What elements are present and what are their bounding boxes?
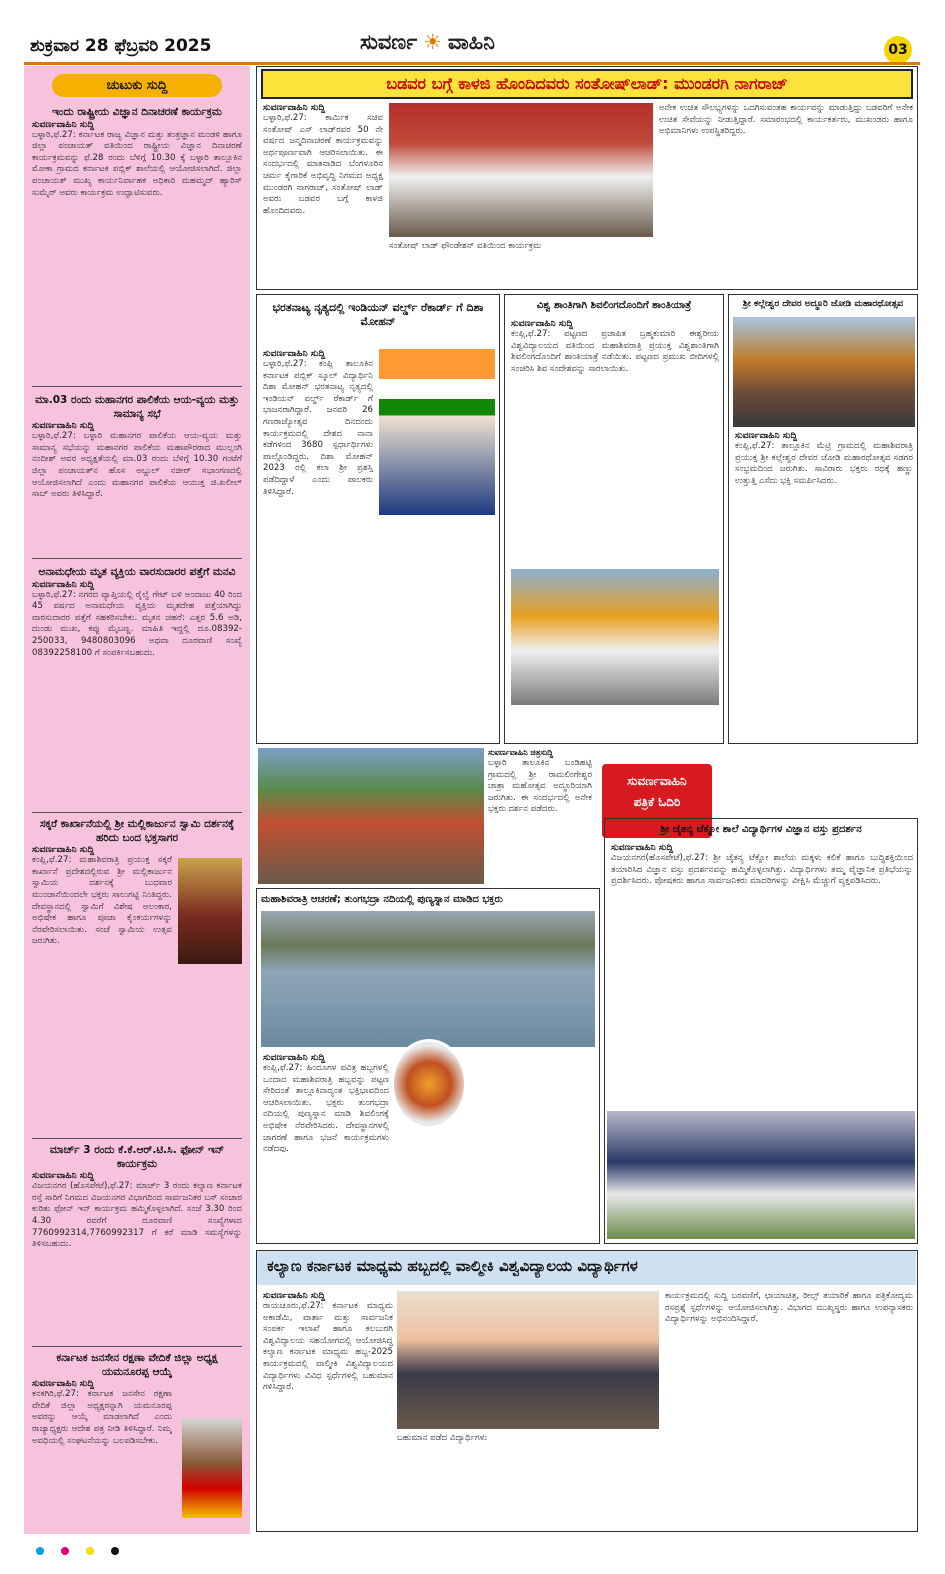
media-fest-column-1 xyxy=(263,1291,393,1523)
media-fest-headline: ಕಲ್ಯಾಣ ಕರ್ನಾಟಕ ಮಾಧ್ಯಮ ಹಬ್ಬದಲ್ಲಿ ವಾಲ್ಮೀಕಿ ವಿಶ್ವವಿದ್ಯಾಲಯ ವಿದ್ಯಾರ್ಥಿಗಳ xyxy=(267,1257,638,1275)
sun-icon: ☀ xyxy=(423,30,442,54)
masthead-logo xyxy=(360,30,495,55)
brief-title: ಸಕ್ಕರೆ ಕಾರ್ಖಾನೆಯಲ್ಲಿ ಶ್ರೀ ಮಲ್ಲಿಕಾರ್ಜುನ ಸ್ವಾಮಿ ದರ್ಶನಕ್ಕೆ ಹರಿದು ಬಂದ ಭಕ್ತಸಾಗರ xyxy=(39,818,235,844)
media-fest-story xyxy=(256,1250,918,1532)
divider xyxy=(32,386,242,387)
media-fest-photo-caption: ಬಹುಮಾನ ಪಡೆದ ವಿದ್ಯಾರ್ಥಿಗಳು xyxy=(397,1433,488,1443)
jatra-byline: ಸುವರ್ಣವಾಹಿನಿ ಚಿತ್ರಸುದ್ದಿ xyxy=(488,748,554,757)
brief-body: ಬಳ್ಳಾರಿ,ಫೆ.27: ನಗರದ ವ್ಯಾಪ್ತಿಯಲ್ಲಿ ರೈಲ್ವೆ ಗೇಟ್ ಬಳಿ ಅಂದಾಜು 40 ರಿಂದ 45 ವರ್ಷದ ಅನಾಮಧೇಯ ವ್ಯಕ್ತಿಯ ಮೃತದೇಹ ಪತ್ತೆಯಾಗಿದ್ದು ವಾರಸುದಾರರ ಪತ್ತೆಗೆ ಸಹಕರಿಸಬೇಕು. ಮೃತನ ಚಹರೆ: ಎತ್ತರ 5.6 ಅಡಿ, ದುಂಡು ಮುಖ, ಕಪ್ಪು ಮೈಬಣ್ಣ. ಮಾಹಿತಿ ಇದ್ದಲ್ಲಿ ದೂ.08392-250033, 9480803096 ಅಥವಾ ದೂರವಾಣಿ ಸಂಖ್ಯೆ 08392258100 ಗೆ ಸಂಪರ್ಕಿಸಬಹುದು. xyxy=(32,589,242,658)
jatra-body: ಬಳ್ಳಾರಿ ತಾಲೂಕಿನ ಬಂಡಿಹಟ್ಟಿ ಗ್ರಾಮದಲ್ಲಿ ಶ್ರೀ ರಾಮಲಿಂಗೇಶ್ವರ ಜಾತ್ರಾ ಮಹೋತ್ಸವ ಅದ್ಧೂರಿಯಾಗಿ ಜರುಗಿತು. ಈ ಸಂದರ್ಭದಲ್ಲಿ ಅನೇಕ ಭಕ್ತರು ದರ್ಶನ ಪಡೆದರು. xyxy=(488,758,592,815)
tungabhadra-headline: ಮಹಾಶಿವರಾತ್ರಿ ಆಚರಣೆ; ತುಂಗಭದ್ರಾ ನದಿಯಲ್ಲಿ ಪುಣ್ಯಸ್ನಾನ ಮಾಡಿದ ಭಕ್ತರು xyxy=(261,894,503,905)
bharatanatya-column xyxy=(263,349,373,739)
media-fest-photo xyxy=(397,1291,659,1429)
lead-headline: ಬಡವರ ಬಗ್ಗೆ ಕಾಳಜಿ ಹೊಂದಿದವರು ಸಂತೋಷ್‌ಲಾಡ್: ಮುಂಡರಗಿ ನಾಗರಾಜ್ xyxy=(386,74,788,93)
bharatanatya-byline: ಸುವರ್ಣವಾಹಿನಿ ಸುದ್ದಿ xyxy=(263,349,326,359)
section-badge: ಚುಟುಕು ಸುದ್ದಿ xyxy=(52,74,222,97)
lead-column-1 xyxy=(263,103,383,289)
brief-title: ಮಾ.03 ರಂದು ಮಹಾನಗರ ಪಾಲಿಕೆಯ ಆಯ-ವ್ಯಯ ಮತ್ತು ಸಾಮಾನ್ಯ ಸಭೆ xyxy=(35,394,239,420)
cyan-dot xyxy=(36,1547,44,1555)
brief-body-continued xyxy=(32,965,242,1135)
media-fest-body-left: ರಾಯಚೂರು,ಫೆ.27: ಕರ್ನಾಟಕ ಮಾಧ್ಯಮ ಅಕಾಡೆಮಿ, ವಾರ್ತಾ ಮತ್ತು ಸಾರ್ವಜನಿಕ ಸಂಪರ್ಕ ಇಲಾಖೆ ಹಾಗೂ ಕಲಬುರಗಿ ವಿಶ್ವವಿದ್ಯಾಲಯ ಸಹಯೋಗದಲ್ಲಿ ಆಯೋಜಿಸಿದ್ದ ಕಲ್ಯಾಣ ಕರ್ನಾಟಕ ಮಾಧ್ಯಮ ಹಬ್ಬ-2025 ಕಾರ್ಯಕ್ರಮದಲ್ಲಿ ವಾಲ್ಮೀಕಿ ವಿಶ್ವವಿದ್ಯಾಲಯದ ವಿದ್ಯಾರ್ಥಿಗಳು ವಿವಿಧ ಸ್ಪರ್ಧೆಗಳಲ್ಲಿ ಬಹುಮಾನ ಗಳಿಸಿದ್ದಾರೆ. xyxy=(263,1301,393,1393)
brief-body: ಕನಕಗಿರಿ,ಫೆ.27: ಕರ್ನಾಟಕ ಜನಸೇನ ರಕ್ಷಣಾ ವೇದಿಕೆ ಜಿಲ್ಲಾ ಅಧ್ಯಕ್ಷರನ್ನಾಗಿ ಯಮನೂರಪ್ಪ ಅವರನ್ನು ಆಯ್ಕೆ ಮಾಡಲಾಗಿದೆ ಎಂದು ರಾಜ್ಯಾಧ್ಯಕ್ಷರು ಆದೇಶ ಪತ್ರ ನೀಡಿ ತಿಳಿಸಿದ್ದಾರೆ. ನಿಮ್ಮ ಅವಧಿಯಲ್ಲಿ ಸಂಘಟನೆಯನ್ನು ಬಲಪಡಿಸಬೇಕು. xyxy=(32,1389,172,1446)
bharatanatya-headline: ಭರತನಾಟ್ಯ ನೃತ್ಯದಲ್ಲಿ ಇಂಡಿಯನ್ ವರ್ಲ್ಡ್ ರೆಕಾರ್ಡ್ ಗೆ ದಿಶಾ ಮೋಹನ್ xyxy=(272,301,484,329)
lead-photo-caption: ಸಂತೋಷ್ ಲಾಡ್ ಫೌಂಡೇಶನ್ ವತಿಯಿಂದ ಕಾರ್ಯಕ್ರಮ xyxy=(389,241,542,251)
print-registration-marks xyxy=(30,1540,910,1560)
peace-march-photo xyxy=(511,569,719,705)
brief-item-3 xyxy=(32,566,242,820)
river-photo xyxy=(261,911,595,1047)
science-expo-column xyxy=(611,843,913,1093)
brief-item-4 xyxy=(32,818,242,1135)
black-dot xyxy=(111,1547,119,1555)
lead-headline-bar xyxy=(261,69,913,99)
brief-item-1 xyxy=(32,106,242,380)
brief-title: ಅನಾಮಧೇಯ ಮೃತ ವ್ಯಕ್ತಿಯ ವಾರಸುದಾರರ ಪತ್ತೆಗೆ ಮನವಿ xyxy=(38,566,236,578)
media-fest-byline: ಸುವರ್ಣವಾಹಿನಿ ಸುದ್ದಿ xyxy=(263,1291,326,1301)
peace-march-story xyxy=(504,294,724,744)
ad-line-1: ಸುವರ್ಣವಾಹಿನಿ xyxy=(627,774,687,788)
peace-march-headline: ವಿಶ್ವ ಶಾಂತಿಗಾಗಿ ಶಿವಲಿಂಗದೊಂದಿಗೆ ಶಾಂತಿಯಾತ್ರೆ xyxy=(536,300,692,311)
brief-body: ಬಳ್ಳಾರಿ,ಫೆ.27: ಬಳ್ಳಾರಿ ಮಹಾನಗರ ಪಾಲಿಕೆಯ ಆಯ-ವ್ಯಯ ಮತ್ತು ಸಾಮಾನ್ಯ ಸಭೆಯನ್ನು ಮಹಾನಗರ ಪಾಲಿಕೆಯ ಮಹಾಪೌರರಾದ ಮುಲ್ಲಂಗಿ ನಂದೀಶ್ ಅವರ ಅಧ್ಯಕ್ಷತೆಯಲ್ಲಿ ಮಾ.03 ರಂದು ಬೆಳಿಗ್ಗೆ 10.30 ಗಂಟೆಗೆ ಜಿಲ್ಲಾ ಪಂಚಾಯತ್‌ನ ಹೊಸ ಅಬ್ದುಲ್ ನಜೀರ್ ಸಭಾಂಗಣದಲ್ಲಿ ಆಯೋಜಿಸಲಾಗಿದೆ ಎಂದು ಮಹಾನಗರ ಪಾಲಿಕೆಯ ಆಯುಕ್ತ ಜಿ.ಖಲೀಲ್ ಸಾಬ್ ಅವರು ತಿಳಿಸಿದ್ದಾರೆ. xyxy=(32,431,242,500)
brief-byline: ಸುವರ್ಣವಾಹಿನಿ ಸುದ್ದಿ xyxy=(32,845,95,856)
peace-march-column xyxy=(511,319,719,569)
brief-item-6 xyxy=(32,1352,242,1519)
yellow-dot xyxy=(86,1547,94,1555)
tungabhadra-column-1 xyxy=(263,1053,389,1233)
rathotsava-story xyxy=(728,294,918,744)
bharatanatya-story xyxy=(256,294,500,744)
rathotsava-body: ಕಂಪ್ಲಿ,ಫೆ.27: ತಾಲ್ಲೂಕಿನ ಮೆಟ್ರಿ ಗ್ರಾಮದಲ್ಲಿ ಮಹಾಶಿವರಾತ್ರಿ ಪ್ರಯುಕ್ತ ಶ್ರೀ ಕಲ್ಲೇಶ್ವರ ದೇವರ ಜೋಡಿ ಮಹಾರಥೋತ್ಸವ ಸಡಗರ ಸಂಭ್ರಮದಿಂದ ಜರುಗಿತು. ಸಾವಿರಾರು ಭಕ್ತರು ರಥಕ್ಕೆ ಹಣ್ಣು ಉತ್ತುತ್ತಿ ಎಸೆದು ಭಕ್ತಿ ಸಮರ್ಪಿಸಿದರು. xyxy=(735,441,913,486)
rathotsava-byline: ಸುವರ್ಣವಾಹಿನಿ ಸುದ್ದಿ xyxy=(735,431,798,441)
jatra-column xyxy=(488,748,592,880)
science-expo-photo xyxy=(607,1111,915,1239)
media-fest-headline-bar xyxy=(257,1251,916,1285)
brief-body: ಕಂಪ್ಲಿ,ಫೆ.27: ಮಹಾಶಿವರಾತ್ರಿ ಪ್ರಯುಕ್ತ ಸಕ್ಕರೆ ಕಾರ್ಖಾನೆ ಪ್ರದೇಶದಲ್ಲಿರುವ ಶ್ರೀ ಮಲ್ಲಿಕಾರ್ಜುನ ಸ್ವಾಮಿಯ ದರ್ಶನಕ್ಕೆ ಬುಧವಾರ ಮುಂಜಾನೆಯಿಂದಲೇ ಭಕ್ತರು ಸಾಲುಗಟ್ಟಿ ನಿಂತಿದ್ದರು. ದೇವಸ್ಥಾನದಲ್ಲಿ ಸ್ವಾಮಿಗೆ ವಿಶೇಷ ಅಲಂಕಾರ, ಅಭಿಷೇಕ ಹಾಗೂ ಪೂಜಾ ಕೈಂಕರ್ಯಗಳನ್ನು ನೆರವೇರಿಸಲಾಯಿತು. ಸಂಜೆ ಸ್ವಾಮಿಯ ಉತ್ಸವ ಜರುಗಿತು. xyxy=(32,855,172,947)
media-fest-body-right: ಕಾರ್ಯಕ್ರಮದಲ್ಲಿ ಸುದ್ದಿ ಬರವಣಿಗೆ, ಛಾಯಾಚಿತ್ರ, ರೀಲ್ಸ್ ತಯಾರಿಕೆ ಹಾಗೂ ಪತ್ರಿಕೋದ್ಯಮ ರಸಪ್ರಶ್ನೆ ಸ್ಪರ್ಧೆಗಳನ್ನು ಆಯೋಜಿಸಲಾಗಿತ್ತು. ವಿಭಾಗದ ಮುಖ್ಯಸ್ಥರು ಹಾಗೂ ಉಪನ್ಯಾಸಕರು ವಿದ್ಯಾರ್ಥಿಗಳನ್ನು ಅಭಿನಂದಿಸಿದ್ದಾರೆ. xyxy=(665,1291,913,1325)
peace-march-byline: ಸುವರ್ಣವಾಹಿನಿ ಸುದ್ದಿ xyxy=(511,319,574,329)
magenta-dot xyxy=(61,1547,69,1555)
divider xyxy=(32,1138,242,1139)
lead-body-right: ಅನೇಕ ಉಚಿತ ಸೌಲಭ್ಯಗಳನ್ನು ಒದಗಿಸುವಂತಹ ಕಾರ್ಯವನ್ನು ಮಾಡುತ್ತಿದ್ದು ಬಡವರಿಗೆ ಅನೇಕ ಉಚಿತ ಸೇವೆಯನ್ನು ನೀಡುತ್ತಿದ್ದಾರೆ. ಸಮಾರಂಭದಲ್ಲಿ ಕಾರ್ಯಕರ್ತರು, ಮುಖಂಡರು ಹಾಗೂ ಅಭಿಮಾನಿಗಳು ಉಪಸ್ಥಿತರಿದ್ದರು. xyxy=(659,103,913,137)
brief-body: ವಿಜಯನಗರ (ಹೊಸಪೇಟೆ),ಫೆ.27: ಮಾರ್ಚ್ 3 ರಂದು ಕಲ್ಯಾಣ ಕರ್ನಾಟಕ ರಸ್ತೆ ಸಾರಿಗೆ ನಿಗಮದ ವಿಜಯನಗರ ವಿಭಾಗದಿಂದ ಸಾರ್ವಜನಿಕರ ಬಸ್ ಸಂಚಾರ ಕುರಿತು ಫೋನ್ ಇನ್ ಕಾರ್ಯಕ್ರಮ ಹಮ್ಮಿಕೊಳ್ಳಲಾಗಿದೆ. ಸಂಜೆ 3.30 ರಿಂದ 4.30 ರವರೆಗೆ ದೂರವಾಣಿ ಸಂಖ್ಯೆಗಳಾದ 7760992314,7760992317 ಗೆ ಕರೆ ಮಾಡಿ ಸಮಸ್ಯೆಗಳನ್ನು ತಿಳಿಸಬಹುದು. xyxy=(32,1181,242,1250)
dancer-photo xyxy=(379,349,495,515)
page-number: 03 xyxy=(884,36,912,64)
tungabhadra-body: ಕಂಪ್ಲಿ,ಫೆ.27: ಹಿಂದೂಗಳ ಪವಿತ್ರ ಹಬ್ಬಗಳಲ್ಲಿ ಒಂದಾದ ಮಹಾಶಿವರಾತ್ರಿ ಹಬ್ಬವನ್ನು ಪಟ್ಟಣ ಸೇರಿದಂತೆ ತಾಲ್ಲೂಕಿನಾದ್ಯಂತ ಭಕ್ತಿಭಾವದಿಂದ ಆಚರಿಸಲಾಯಿತು. ಭಕ್ತರು ತುಂಗಭದ್ರಾ ನದಿಯಲ್ಲಿ ಪುಣ್ಯಸ್ನಾನ ಮಾಡಿ ಶಿವಲಿಂಗಕ್ಕೆ ಅಭಿಷೇಕ ನೆರವೇರಿಸಿದರು. ದೇವಸ್ಥಾನಗಳಲ್ಲಿ ಜಾಗರಣೆ ಹಾಗೂ ಭಜನೆ ಕಾರ್ಯಕ್ರಮಗಳು ನಡೆದವು. xyxy=(263,1063,389,1155)
logo-right: ವಾಹಿನಿ xyxy=(447,30,495,54)
brief-body: ಬಳ್ಳಾರಿ,ಫೆ.27: ಕರ್ನಾಟಕ ರಾಜ್ಯ ವಿಜ್ಞಾನ ಮತ್ತು ತಂತ್ರಜ್ಞಾನ ಮಂಡಳಿ ಹಾಗೂ ಜಿಲ್ಲಾ ಪಂಚಾಯತ್ ವತಿಯಿಂದ ರಾಷ್ಟ್ರೀಯ ವಿಜ್ಞಾನ ದಿನಾಚರಣೆ ಕಾರ್ಯಕ್ರಮವನ್ನು ಫೆ.28 ರಂದು ಬೆಳಿಗ್ಗೆ 10.30 ಕ್ಕೆ ಬಳ್ಳಾರಿ ತಾಲ್ಲೂಕಿನ ಮೋಕಾ ಗ್ರಾಮದ ಕರ್ನಾಟಕ ಪಬ್ಲಿಕ್ ಶಾಲೆಯಲ್ಲಿ ಆಯೋಜಿಸಲಾಗಿದೆ. ಜಿಲ್ಲಾ ಪಂಚಾಯತ್ ಮುಖ್ಯ ಕಾರ್ಯನಿರ್ವಾಹಕ ಅಧಿಕಾರಿ ಮಹಮ್ಮದ್ ಹ್ಯಾರಿಸ್ ಸುಮೈರ್ ಅವರು ಕಾರ್ಯಕ್ರಮ ಉದ್ಘಾಟಿಸುವರು. xyxy=(32,129,242,198)
rathotsava-column xyxy=(735,431,913,731)
brief-title: ಇಂದು ರಾಷ್ಟ್ರೀಯ ವಿಜ್ಞಾನ ದಿನಾಚರಣೆ ಕಾರ್ಯಕ್ರಮ xyxy=(52,106,222,118)
science-expo-body: ವಿಜಯನಗರ(ಹೊಸಪೇಟೆ),ಫೆ.27: ಶ್ರೀ ಚೈತನ್ಯ ಟೆಕ್ನೋ ಶಾಲೆಯ ಮಕ್ಕಳು ಕಲಿಕೆ ಹಾಗೂ ಬುದ್ಧಿಶಕ್ತಿಯಿಂದ ತಯಾರಿಸಿದ ವಿಜ್ಞಾನ ವಸ್ತು ಪ್ರದರ್ಶನವನ್ನು ಹಮ್ಮಿಕೊಳ್ಳಲಾಗಿತ್ತು. ವಿದ್ಯಾರ್ಥಿಗಳು ತಮ್ಮ ವೈಜ್ಞಾನಿಕ ಪ್ರತಿಭೆಯನ್ನು ಪ್ರದರ್ಶಿಸಿದರು. ಪೋಷಕರು ಹಾಗೂ ಸಾರ್ವಜನಿಕರು ಮಾದರಿಗಳನ್ನು ವೀಕ್ಷಿಸಿ ಮೆಚ್ಚುಗೆ ವ್ಯಕ್ತಪಡಿಸಿದರು. xyxy=(611,853,913,887)
rathotsava-photo xyxy=(733,317,915,427)
logo-left: ಸುವರ್ಣ xyxy=(360,30,418,54)
tungabhadra-body-continued xyxy=(471,1053,595,1237)
science-expo-headline: ಶ್ರೀ ಚೈತನ್ಯ ಟೆಕ್ನೋ ಶಾಲೆ ವಿದ್ಯಾರ್ಥಿಗಳ ವಿಜ್ಞಾನ ವಸ್ತು ಪ್ರದರ್ಶನ xyxy=(660,824,862,835)
brief-item-2 xyxy=(32,394,242,581)
brief-byline: ಸುವರ್ಣವಾಹಿನಿ ಸುದ್ದಿ xyxy=(32,421,95,432)
brief-title: ಕರ್ನಾಟಕ ಜನಸೇನ ರಕ್ಷಣಾ ವೇದಿಕೆ ಜಿಲ್ಲಾ ಅಧ್ಯಕ್ಷ ಯಮನೂರಪ್ಪ ಆಯ್ಕೆ xyxy=(56,1352,218,1378)
header-rule xyxy=(24,62,920,65)
brief-byline: ಸುವರ್ಣವಾಹಿನಿ ಸುದ್ದಿ xyxy=(32,119,95,130)
divider xyxy=(32,558,242,559)
portrait-photo xyxy=(182,1418,242,1518)
science-expo-byline: ಸುವರ್ಣವಾಹಿನಿ ಸುದ್ದಿ xyxy=(611,843,674,853)
lead-photo xyxy=(389,103,653,237)
lead-byline: ಸುವರ್ಣವಾಹಿನಿ ಸುದ್ದಿ xyxy=(263,103,326,113)
rathotsava-headline: ಶ್ರೀ ಕಲ್ಲೇಶ್ವರ ದೇವರ ಅದ್ಧೂರಿ ಜೋಡಿ ಮಹಾರಥೋತ್ಸವ xyxy=(742,299,904,309)
divider xyxy=(32,1346,242,1347)
brief-byline: ಸುವರ್ಣವಾಹಿನಿ ಸುದ್ದಿ xyxy=(32,1379,95,1390)
issue-date: ಶುಕ್ರವಾರ 28 ಫೆಬ್ರವರಿ 2025 xyxy=(30,36,212,56)
lead-body-left: ಬಳ್ಳಾರಿ,ಫೆ.27: ಕಾರ್ಮಿಕ ಸಚಿವ ಸಂತೋಷ್ ಎಸ್ ಲಾಡ್‌ರವರ 50 ನೇ ವರ್ಷದ ಜನ್ಮದಿನಾಚರಣೆ ಕಾರ್ಯಕ್ರಮವನ್ನು ಅರ್ಥಪೂರ್ಣವಾಗಿ ಆಚರಿಸಲಾಯಿತು. ಈ ಸಂದರ್ಭದಲ್ಲಿ ಮಾತನಾಡಿದ ಬೆಂಗಳೂರಿನ ಚರ್ಮ ಕೈಗಾರಿಕೆ ಅಭಿವೃದ್ಧಿ ನಿಗಮದ ಅಧ್ಯಕ್ಷ ಮುಂಡರಗಿ ನಾಗರಾಜ್, ಸಂತೋಷ್ ಲಾಡ್ ಅವರು ಬಡವರ ಬಗ್ಗೆ ಕಾಳಜಿ ಹೊಂದಿದವರು. xyxy=(263,113,383,216)
brief-byline: ಸುವರ್ಣವಾಹಿನಿ ಸುದ್ದಿ xyxy=(32,579,95,590)
peace-march-body: ಕಂಪ್ಲಿ,ಫೆ.27: ಪಟ್ಟಣದ ಪ್ರಜಾಪಿತ ಬ್ರಹ್ಮಕುಮಾರಿ ಈಶ್ವರೀಯ ವಿಶ್ವವಿದ್ಯಾಲಯದ ವತಿಯಿಂದ ಮಹಾಶಿವರಾತ್ರಿ ಪ್ರಯುಕ್ತ ವಿಶ್ವಶಾಂತಿಗಾಗಿ ಶಿವಲಿಂಗದೊಂದಿಗೆ ಶಾಂತಿಯಾತ್ರೆ ನಡೆಯಿತು. ಪಟ್ಟಣದ ಪ್ರಮುಖ ಬೀದಿಗಳಲ್ಲಿ ಸಂಚರಿಸಿ ಶಿವ ಸಂದೇಶವನ್ನು ಸಾರಲಾಯಿತು. xyxy=(511,329,719,374)
science-expo-story xyxy=(604,818,918,1244)
lead-story xyxy=(256,66,918,290)
sidebar-brief-news xyxy=(24,66,250,1534)
tungabhadra-byline: ಸುವರ್ಣವಾಹಿನಿ ಸುದ್ದಿ xyxy=(263,1053,326,1063)
brief-item-5 xyxy=(32,1144,242,1331)
jatra-photo xyxy=(258,748,484,884)
deity-photo xyxy=(178,858,242,964)
tungabhadra-story xyxy=(256,888,600,1244)
bharatanatya-body: ಬಳ್ಳಾರಿ,ಫೆ.27: ಕಂಪ್ಲಿ ತಾಲೂಕಿನ ಕರ್ನಾಟಕ ಪಬ್ಲಿಕ್ ಸ್ಕೂಲ್ ವಿದ್ಯಾರ್ಥಿನಿ ದಿಶಾ ಮೋಹನ್ ಭರತನಾಟ್ಯ ನೃತ್ಯದಲ್ಲಿ ಇಂಡಿಯನ್ ವರ್ಲ್ಡ್ ರೆಕಾರ್ಡ್ ಗೆ ಭಾಜನರಾಗಿದ್ದಾರೆ. ಜನವರಿ 26 ಗಣರಾಜ್ಯೋತ್ಸವ ದಿನದಂದು ಕಾರ್ಯಕ್ರಮದಲ್ಲಿ ದೇಶದ ನಾನಾ ಕಡೆಗಳಿಂದ 3680 ಸ್ಪರ್ಧಾರ್ಥಿಗಳು ಪಾಲ್ಗೊಂಡಿದ್ದರು. ದಿಶಾ ಮೋಹನ್ 2023 ರಲ್ಲಿ ಕಲಾ ಶ್ರೀ ಪ್ರಶಸ್ತಿ ಪಡೆದಿದ್ದಾಳೆ ಎಂದು ಪಾಲಕರು ತಿಳಿಸಿದ್ದಾರೆ. xyxy=(263,359,373,497)
brief-title: ಮಾರ್ಚ್ 3 ರಂದು ಕೆ.ಕೆ.ಆರ್.ಟಿ.ಸಿ. ಫೋನ್ ಇನ್ ಕಾರ್ಯಕ್ರಮ xyxy=(49,1144,225,1170)
divider xyxy=(32,812,242,813)
brief-byline: ಸುವರ್ಣವಾಹಿನಿ ಸುದ್ದಿ xyxy=(32,1171,95,1182)
ad-line-2: ಪತ್ರಿಕೆ ಓದಿರಿ xyxy=(633,795,681,809)
shivalinga-photo xyxy=(391,1039,467,1129)
